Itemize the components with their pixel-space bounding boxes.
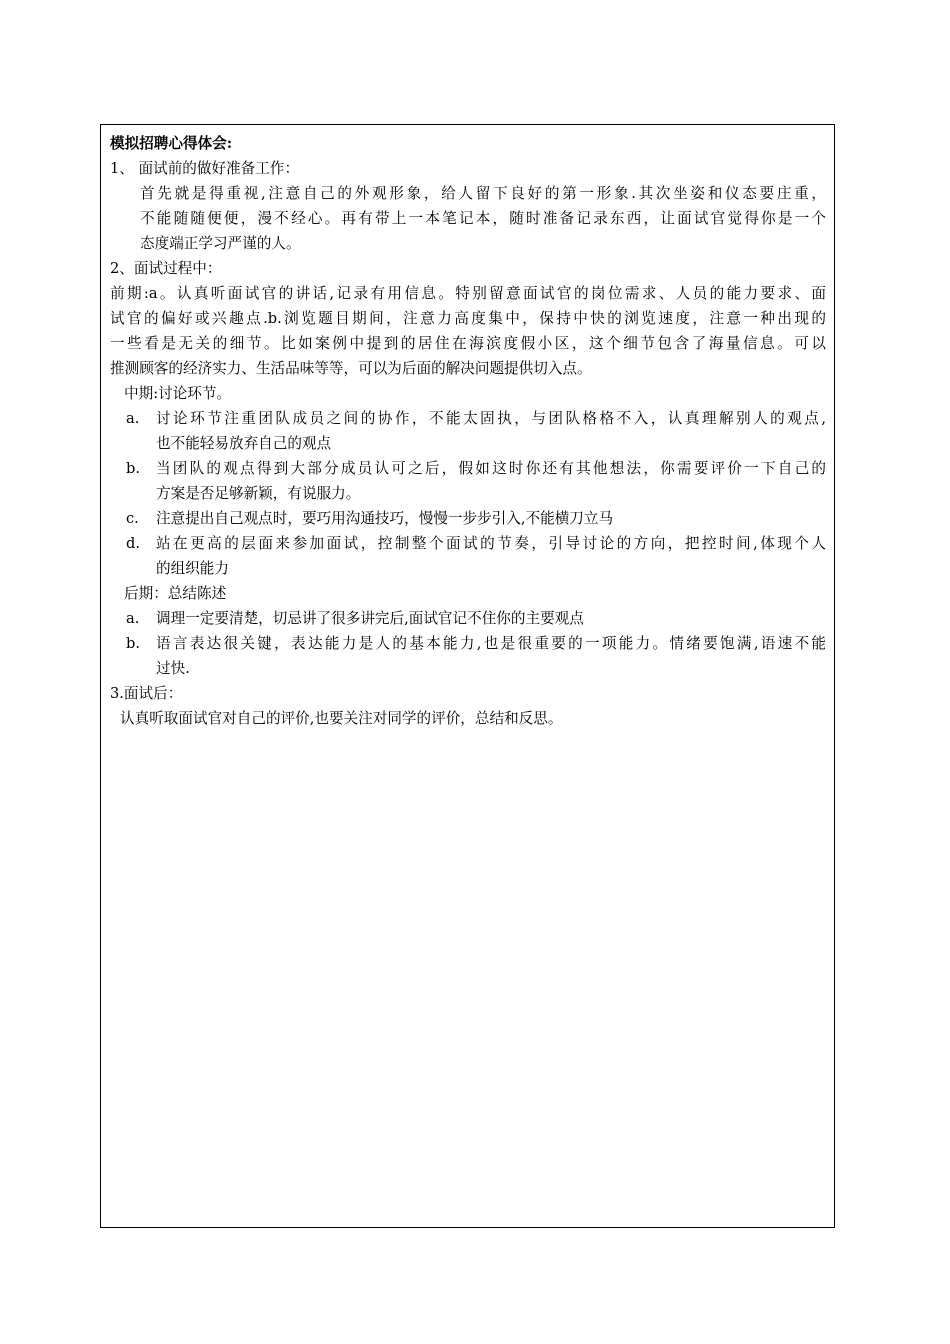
- section-1-line: 态度端正学习严谨的人。: [140, 235, 301, 252]
- item-text: 注意提出自己观点时，要巧用沟通技巧，慢慢一步步引入,不能横刀立马: [156, 510, 614, 527]
- item-text: 当团队的观点得到大部分成员认可之后，假如这时你还有其他想法，你需要评价一下自己的: [156, 460, 826, 477]
- item-text: 方案是否足够新颖，有说服力。: [156, 485, 361, 502]
- section-1-title: 1、 面试前的做好准备工作：: [110, 160, 300, 177]
- item-marker: d.: [126, 535, 140, 552]
- item-text: 的组织能力: [156, 560, 229, 577]
- late-phase-title: 后期：总结陈述: [124, 585, 227, 602]
- item-text: 语言表达很关键，表达能力是人的基本能力,也是很重要的一项能力。情绪要饱满,语速不能: [156, 635, 826, 652]
- mid-phase-item: [110, 531, 826, 581]
- item-text: 也不能轻易放弃自己的观点: [156, 435, 332, 452]
- item-text: 讨论环节注重团队成员之间的协作，不能太固执，与团队格格不入，认真理解别人的观点,: [156, 410, 826, 427]
- item-marker: b.: [126, 635, 140, 652]
- mid-phase-item: [110, 506, 826, 531]
- item-marker: a.: [126, 410, 140, 427]
- late-phase-item: [110, 631, 826, 681]
- mid-phase-item: [110, 456, 826, 506]
- early-phase-line: 一些看是无关的细节。比如案例中提到的居住在海滨度假小区，这个细节包含了海量信息。可以: [110, 335, 826, 352]
- early-phase-line: 前期:a。认真听面试官的讲话,记录有用信息。特别留意面试官的岗位需求、人员的能力要求、面: [110, 285, 826, 302]
- item-marker: b.: [126, 460, 140, 477]
- section-3-title: 3.面试后：: [110, 685, 183, 702]
- section-3-line: 认真听取面试官对自己的评价,也要关注对同学的评价，总结和反思。: [120, 710, 563, 727]
- content-frame: [100, 124, 835, 1228]
- item-text: 过快.: [156, 660, 190, 677]
- item-marker: a.: [126, 610, 140, 627]
- late-phase-item: [110, 606, 826, 631]
- item-text: 站在更高的层面来参加面试，控制整个面试的节奏，引导讨论的方向，把控时间,体现个人: [156, 535, 826, 552]
- early-phase-line: 推测顾客的经济实力、生活品味等等，可以为后面的解决问题提供切入点。: [110, 360, 592, 377]
- document-heading: 模拟招聘心得体会:: [110, 135, 233, 152]
- item-text: 调理一定要清楚，切忌讲了很多讲完后,面试官记不住你的主要观点: [156, 610, 584, 627]
- early-phase-line: 试官的偏好或兴趣点.b.浏览题目期间，注意力高度集中，保持中快的浏览速度，注意一种出现的: [110, 310, 826, 327]
- section-1-line: 首先就是得重视,注意自己的外观形象，给人留下良好的第一形象.其次坐姿和仪态要庄重，: [140, 185, 826, 202]
- item-marker: c.: [126, 510, 139, 527]
- mid-phase-item: [110, 406, 826, 456]
- mid-phase-title: 中期:讨论环节。: [124, 385, 232, 402]
- section-2-title: 2、面试过程中：: [110, 260, 222, 277]
- section-1-line: 不能随随便便，漫不经心。再有带上一本笔记本，随时准备记录东西，让面试官觉得你是一个: [140, 210, 826, 227]
